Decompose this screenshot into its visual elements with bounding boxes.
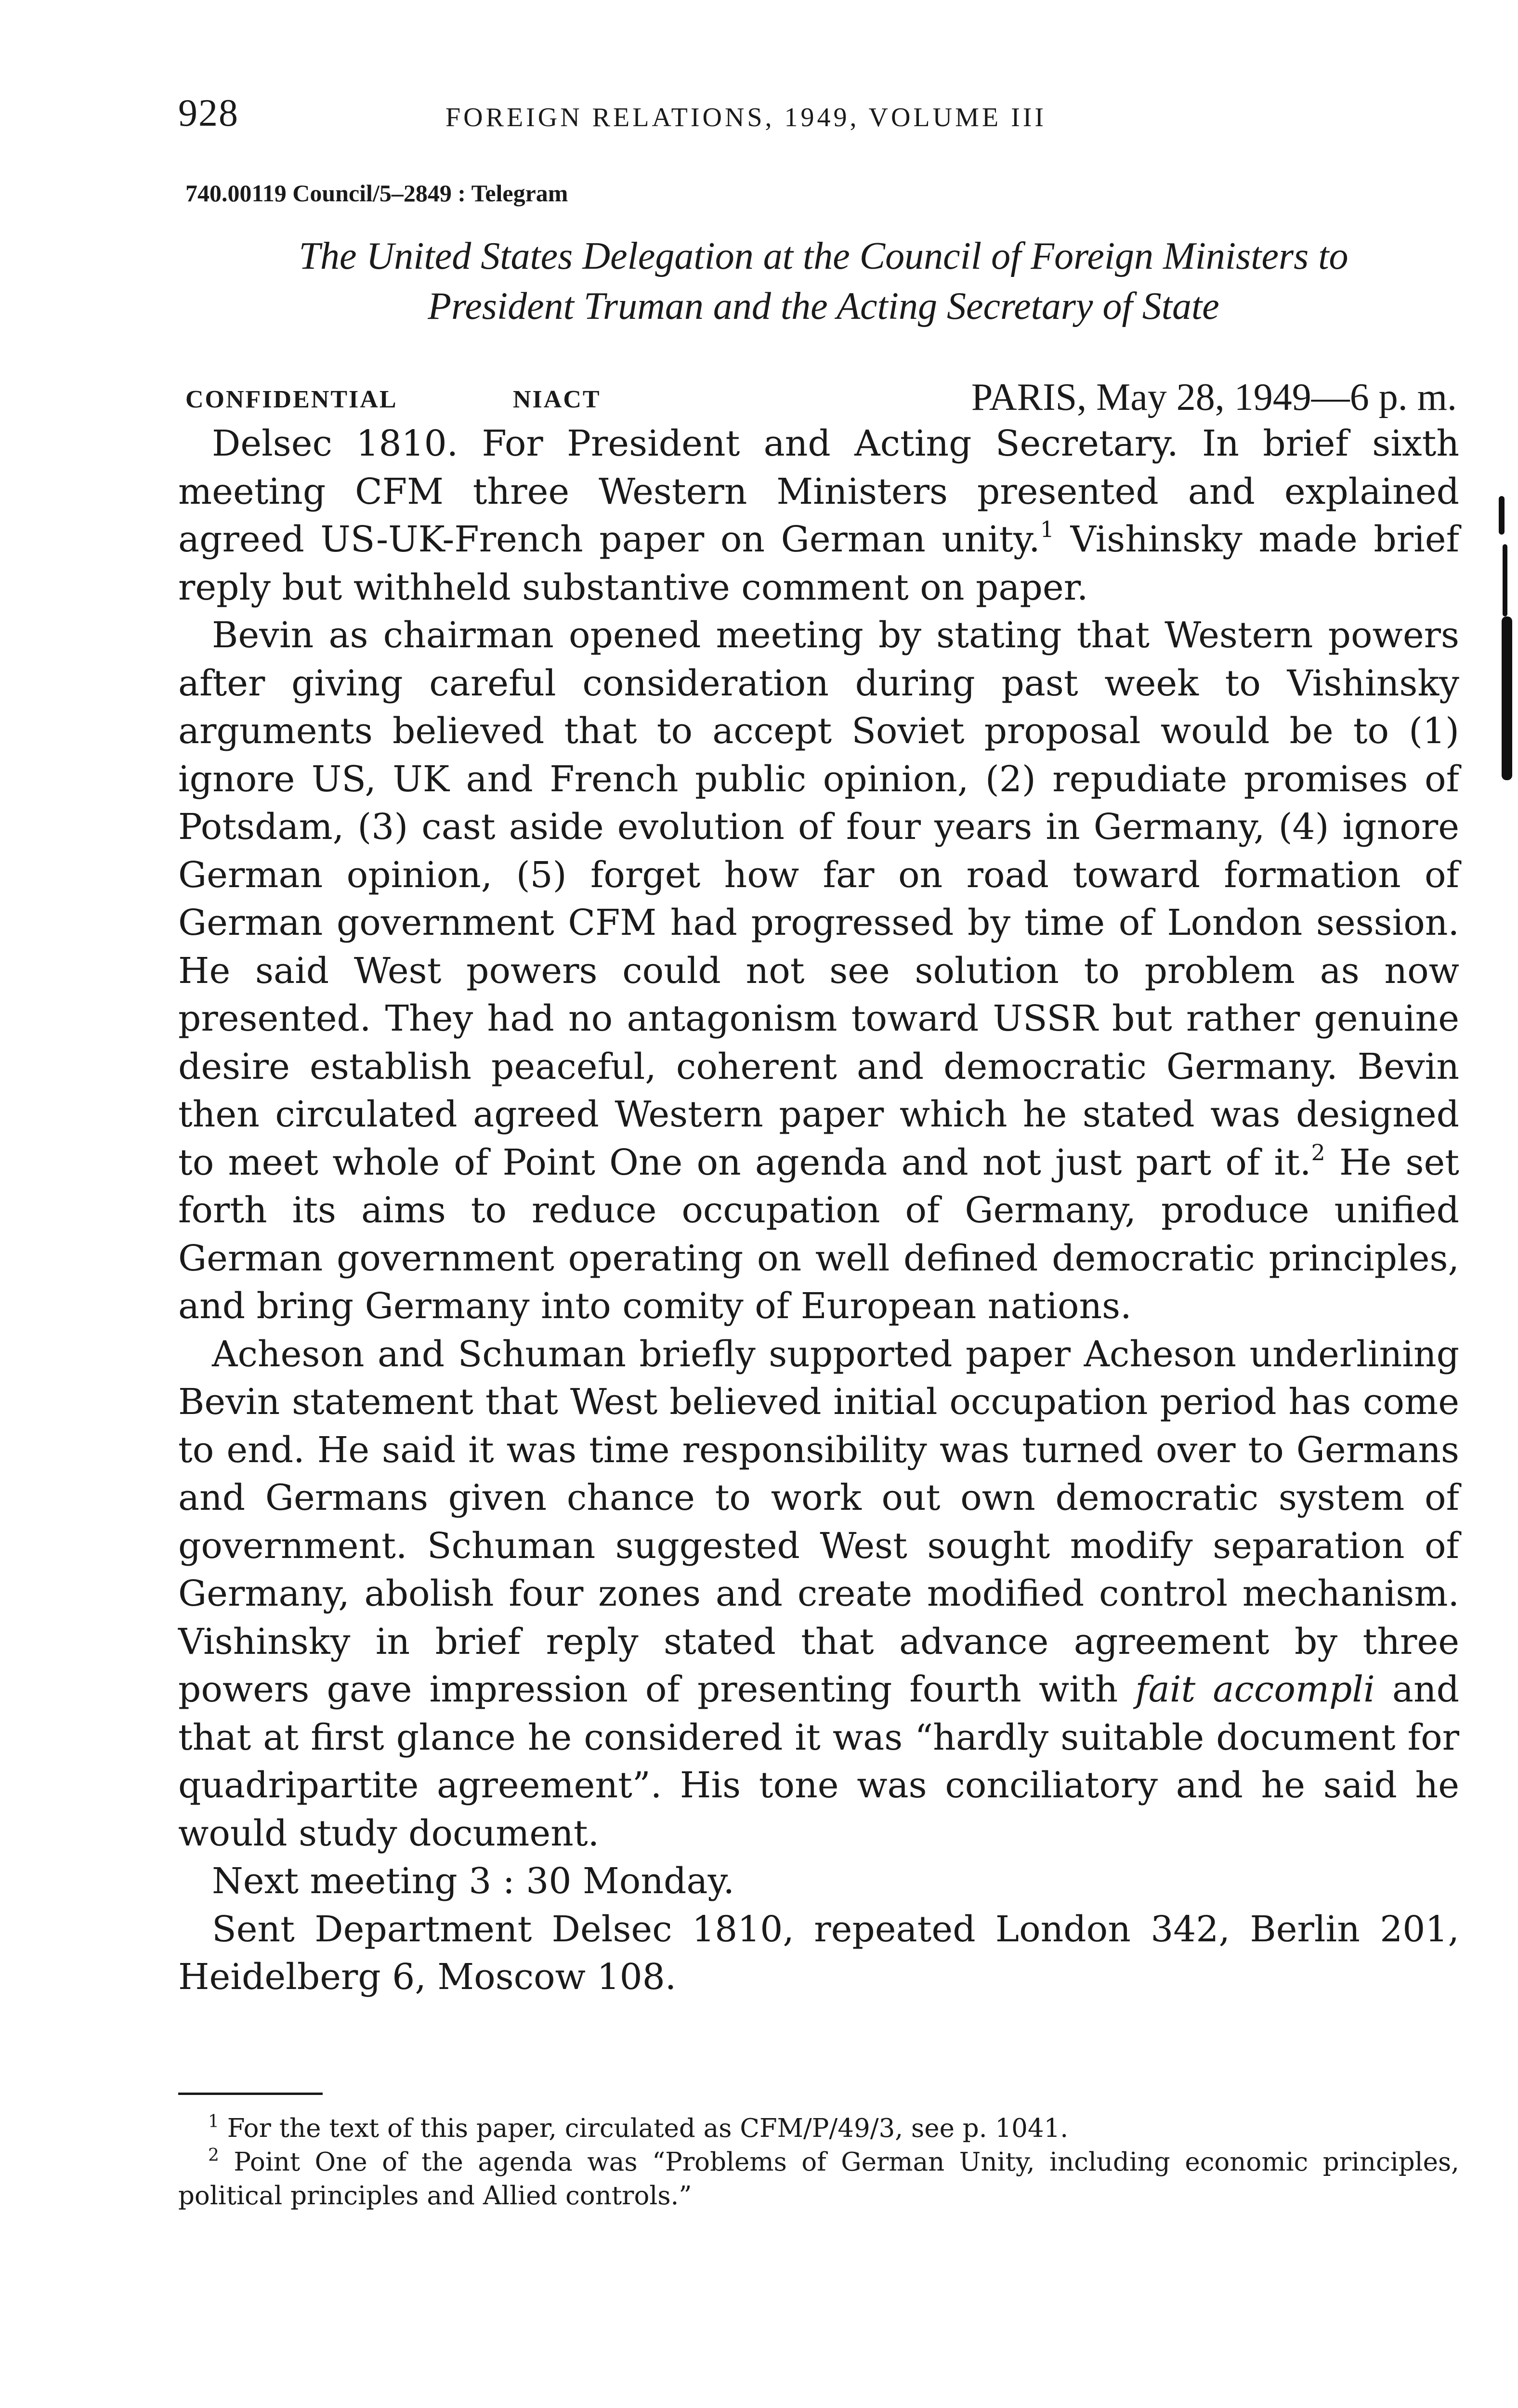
body-paragraph-5: Sent Department Delsec 1810, repeated London 342, Berlin 201, Heidelberg 6, Moscow 108. xyxy=(178,1908,1459,1998)
page-number: 928 xyxy=(178,92,239,134)
body-paragraph-1: Delsec 1810. For President and Acting Secretary. In brief sixth meeting CFM three Western Ministers presented and explained agreed US-UK-French paper on German unity.$^1$ Vishinsky made brief reply but withheld substantive comment on paper. xyxy=(178,423,1459,608)
body-paragraph-3: Acheson and Schuman briefly supported paper Acheson underlining Bevin statement that West believed initial occupation period has come to end. He said it was time responsibility was turned over to Germans and Germans given chance to work out own democratic system of government. Schuman suggested West sought modify separation of Germany, abolish four zones and create modified control mechanism. Vishinsky in brief reply stated that advance agreement by three powers gave impression of presenting fourth with fait accompli and that at first glance he considered it was “hardly suitable document for quadripartite agreement”. His tone was conciliatory and he said he would study document. xyxy=(178,1333,1459,1854)
telegram-body xyxy=(178,420,1459,2002)
scan-edge-mark xyxy=(1503,544,1507,616)
scan-edge-mark xyxy=(1499,496,1505,535)
running-title: FOREIGN RELATIONS, 1949, VOLUME III xyxy=(445,103,1047,132)
footnotes xyxy=(178,2112,1459,2213)
italic-phrase: fait accompli xyxy=(1135,1669,1375,1710)
file-reference: 740.00119 Council/5–2849 : Telegram xyxy=(185,180,568,207)
footnote-rule xyxy=(178,2093,323,2095)
footnote-ref-2: 2 xyxy=(1311,1139,1325,1165)
scan-edge-mark xyxy=(1502,616,1512,780)
body-paragraph-2: Bevin as chairman opened meeting by stating that Western powers after giving careful consideration during past week to Vishinsky arguments believed that to accept Soviet proposal would be to (1) ignore US, UK and French public opinion, (2) repudiate promises of Potsdam, (3) cast aside evolution of four years in Germany, (4) ignore German opinion, (5) forget how far on road toward formation of German government CFM had progressed by time of London session. He said West powers could not see solution to problem as now presented. They had no antagonism toward USSR but rather genuine desire establish peaceful, coherent and democratic Germany. Bevin then circulated agreed Western paper which he stated was designed to meet whole of Point One on agenda and not just part of it.$^2$ He set forth its aims to reduce occupation of Germany, produce unified German government operating on well defined democratic principles, and bring Germany into comity of European nations. xyxy=(178,615,1459,1327)
heading-line-1: The United States Delegation at the Council of Foreign Ministers to xyxy=(299,235,1348,277)
place-date: PARIS, May 28, 1949—6 p. m. xyxy=(971,376,1457,419)
classification-label: CONFIDENTIAL xyxy=(185,386,398,413)
running-head xyxy=(178,92,1199,149)
precedence-label: NIACT xyxy=(513,386,601,413)
footnote-ref-1: 1 xyxy=(1040,516,1054,542)
footnote-2: $^2$ Point One of the agenda was “Problems of German Unity, including economic principles, political principles and Allied controls.” xyxy=(178,2146,1459,2211)
document-heading xyxy=(178,231,1469,331)
footnote-1: $^1$ For the text of this paper, circulated as CFM/P/49/3, see p. 1041. xyxy=(208,2112,1069,2143)
heading-line-2: President Truman and the Acting Secretary of State xyxy=(428,285,1219,327)
body-paragraph-4: Next meeting 3 : 30 Monday. xyxy=(212,1860,734,1902)
